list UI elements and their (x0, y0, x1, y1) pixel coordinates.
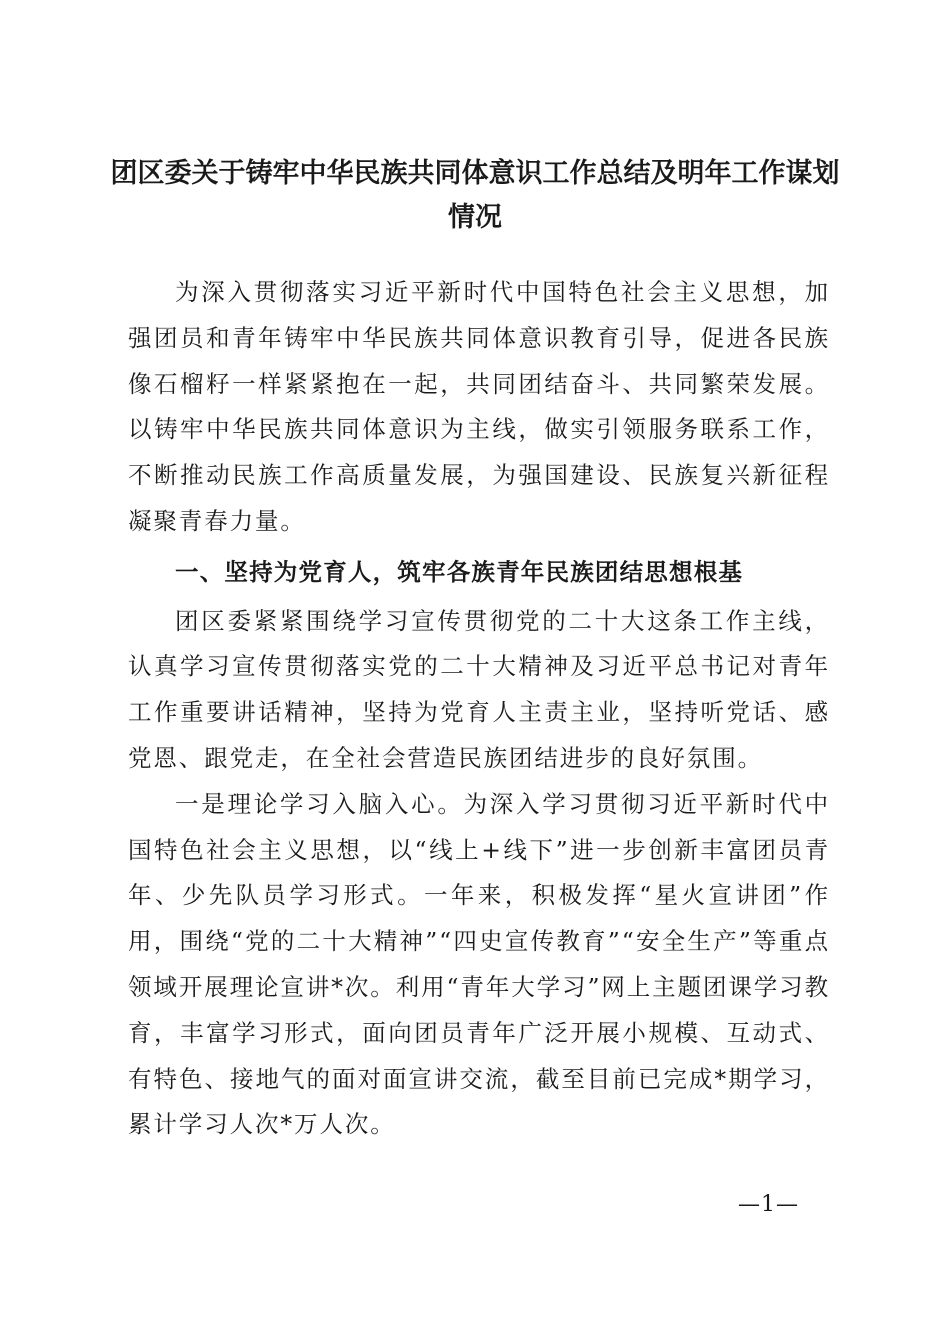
document-body (128, 270, 830, 1148)
page-number: —1— (738, 1192, 799, 1217)
section-1-paragraph-2: 一是理论学习入脑入心。为深入学习贯彻习近平新时代中国特色社会主义思想，以“线上+线下”进一步创新丰富团员青年、少先队员学习形式。一年来，积极发挥“星火宣讲团”作用，围绕“党的二十大精神”“四史宣传教育”“安全生产”等重点领域开展理论宣讲*次。利用“青年大学习”网上主题团课学习教育，丰富学习形式，面向团员青年广泛开展小规模、互动式、有特色、接地气的面对面宣讲交流，截至目前已完成*期学习，累计学习人次*万人次。 (128, 789, 830, 1139)
document-title: 团区委关于铸牢中华民族共同体意识工作总结及明年工作谋划情况 (110, 158, 840, 233)
section-1-paragraph-1: 团区委紧紧围绕学习宣传贯彻党的二十大这条工作主线，认真学习宣传贯彻落实党的二十大精神及习近平总书记对青年工作重要讲话精神，坚持为党育人主责主业，坚持听党话、感党恩、跟党走，在全社会营造民族团结进步的良好氛围。 (128, 606, 830, 772)
intro-paragraph: 为深入贯彻落实习近平新时代中国特色社会主义思想，加强团员和青年铸牢中华民族共同体意识教育引导，促进各民族像石榴籽一样紧紧抱在一起，共同团结奋斗、共同繁荣发展。以铸牢中华民族共同体意识为主线，做实引领服务联系工作，不断推动民族工作高质量发展，为强国建设、民族复兴新征程凝聚青春力量。 (128, 278, 830, 535)
section-heading-1: 一、坚持为党育人，筑牢各族青年民族团结思想根基 (175, 557, 744, 586)
